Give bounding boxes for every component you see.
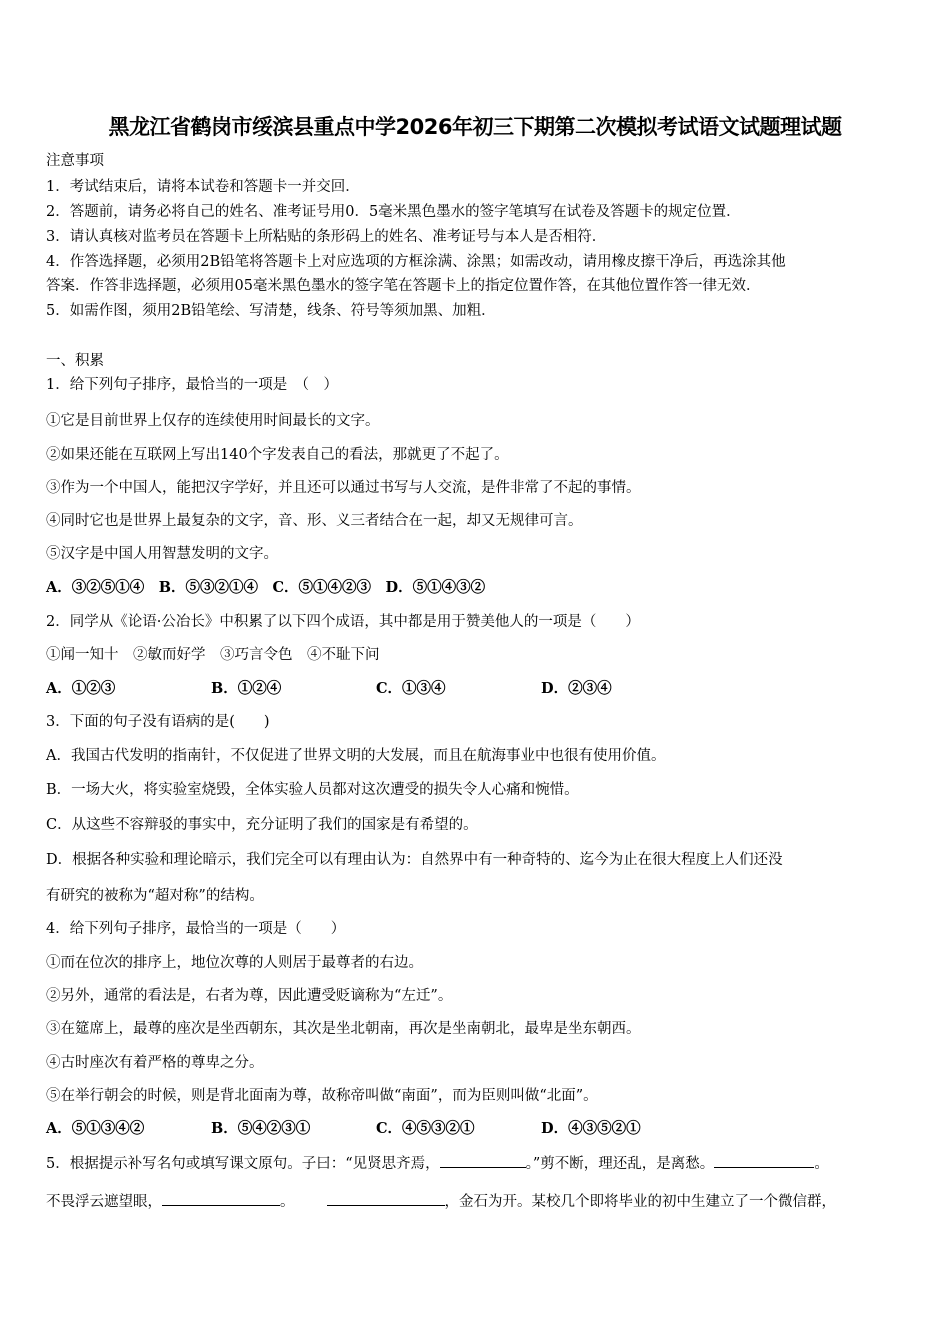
- notice-heading: 注意事项: [46, 153, 104, 169]
- question-text: 。”剪不断，理还乱，是离愁。: [525, 1156, 715, 1172]
- list-item: ④古时座次有着严格的尊卑之分。: [46, 1055, 264, 1071]
- option-c: C．从这些不容辩驳的事实中，充分证明了我们的国家是有希望的。: [46, 817, 478, 833]
- section-heading: 一、积累: [46, 353, 104, 369]
- question-5-line-1: [46, 1153, 829, 1174]
- question-stem: 4．给下列句子排序，最恰当的一项是（ ）: [46, 921, 346, 937]
- option-d: D．根据各种实验和理论暗示，我们完全可以有理由认为：自然界中有一种奇特的、迄今为止在很大程度上人们还没: [46, 852, 783, 868]
- list-item: ③作为一个中国人，能把汉字学好，并且还可以通过书写与人交流，是件非常了不起的事情。: [46, 480, 641, 496]
- option-c: C．①③④: [376, 680, 446, 697]
- notice-item: 5．如需作图，须用2B铅笔绘、写清楚，线条、符号等须加黑、加粗．: [46, 303, 496, 319]
- option-d-continued: 有研究的被称为“超对称”的结构。: [46, 888, 264, 904]
- question-stem: 2．同学从《论语·公冶长》中积累了以下四个成语，其中都是用于赞美他人的一项是（ ）: [46, 614, 640, 630]
- option-b: B．一场大火，将实验室烧毁，全体实验人员都对这次遭受的损失令人心痛和惋惜。: [46, 782, 579, 798]
- notice-item: 4．作答选择题，必须用2B铅笔将答题卡上对应选项的方框涂满、涂黑；如需改动，请用橡皮擦干净后，再选涂其他: [46, 254, 786, 270]
- fill-blank[interactable]: [714, 1153, 814, 1168]
- question-text: ，金石为开。某校几个即将毕业的初中生建立了一个微信群，: [444, 1194, 836, 1210]
- notice-item: 3．请认真核对监考员在答题卡上所粘贴的条形码上的姓名、准考证号与本人是否相符．: [46, 229, 607, 245]
- option-d: D．②③④: [541, 680, 612, 697]
- list-item: ①而在位次的排序上，地位次尊的人则居于最尊者的右边。: [46, 955, 423, 971]
- notice-item: 答案．作答非选择题，必须用05毫米黑色墨水的签字笔在答题卡上的指定位置作答，在其他位置作答一律无效．: [46, 278, 761, 294]
- option-c: C．④⑤③②①: [376, 1120, 475, 1137]
- answer-options: A．③②⑤①④ B．⑤③②①④ C．⑤①④②③ D．⑤①④③②: [46, 579, 486, 596]
- list-item: ①闻一知十 ②敏而好学 ③巧言令色 ④不耻下问: [46, 647, 380, 663]
- option-a: A．我国古代发明的指南针，不仅促进了世界文明的大发展，而且在航海事业中也很有使用价值。: [46, 748, 666, 764]
- list-item: ⑤汉字是中国人用智慧发明的文字。: [46, 546, 278, 562]
- list-item: ②如果还能在互联网上写出140个字发表自己的看法，那就更了不起了。: [46, 447, 509, 463]
- option-b: B．⑤④②③①: [211, 1120, 311, 1137]
- question-text: 。: [280, 1194, 295, 1210]
- list-item: ③在筵席上，最尊的座次是坐西朝东，其次是坐北朝南，再次是坐南朝北，最卑是坐东朝西。: [46, 1021, 641, 1037]
- question-stem: 5．根据提示补写名句或填写课文原句。子曰：“见贤思齐焉，: [46, 1156, 440, 1172]
- question-5-line-2: [46, 1191, 836, 1212]
- fill-blank[interactable]: [162, 1191, 280, 1206]
- list-item: ②另外，通常的看法是，右者为尊，因此遭受贬谪称为“左迁”。: [46, 988, 453, 1004]
- option-a: A．⑤①③④②: [46, 1120, 145, 1137]
- question-text: 。: [814, 1156, 829, 1172]
- list-item: ①它是目前世界上仅存的连续使用时间最长的文字。: [46, 413, 380, 429]
- option-d: D．④③⑤②①: [541, 1120, 641, 1137]
- fill-blank[interactable]: [440, 1153, 526, 1168]
- option-b: B．①②④: [211, 680, 282, 697]
- option-a: A．①②③: [46, 680, 116, 697]
- notice-item: 1．考试结束后，请将本试卷和答题卡一并交回．: [46, 179, 360, 195]
- list-item: ⑤在举行朝会的时候，则是背北面南为尊，故称帝叫做“南面”，而为臣则叫做“北面”。: [46, 1088, 598, 1104]
- page-title: 黑龙江省鹤岗市绥滨县重点中学2026年初三下期第二次模拟考试语文试题理试题: [108, 115, 842, 139]
- question-text: 不畏浮云遮望眼，: [46, 1194, 162, 1210]
- fill-blank[interactable]: [327, 1191, 445, 1206]
- notice-item: 2．答题前，请务必将自己的姓名、准考证号用0．5毫米黑色墨水的签字笔填写在试卷及答题卡的规定位置．: [46, 204, 741, 220]
- question-stem: 3．下面的句子没有语病的是( ): [46, 714, 270, 730]
- list-item: ④同时它也是世界上最复杂的文字，音、形、义三者结合在一起，却又无规律可言。: [46, 513, 583, 529]
- question-stem: 1．给下列句子排序，最恰当的一项是 （ ）: [46, 377, 338, 393]
